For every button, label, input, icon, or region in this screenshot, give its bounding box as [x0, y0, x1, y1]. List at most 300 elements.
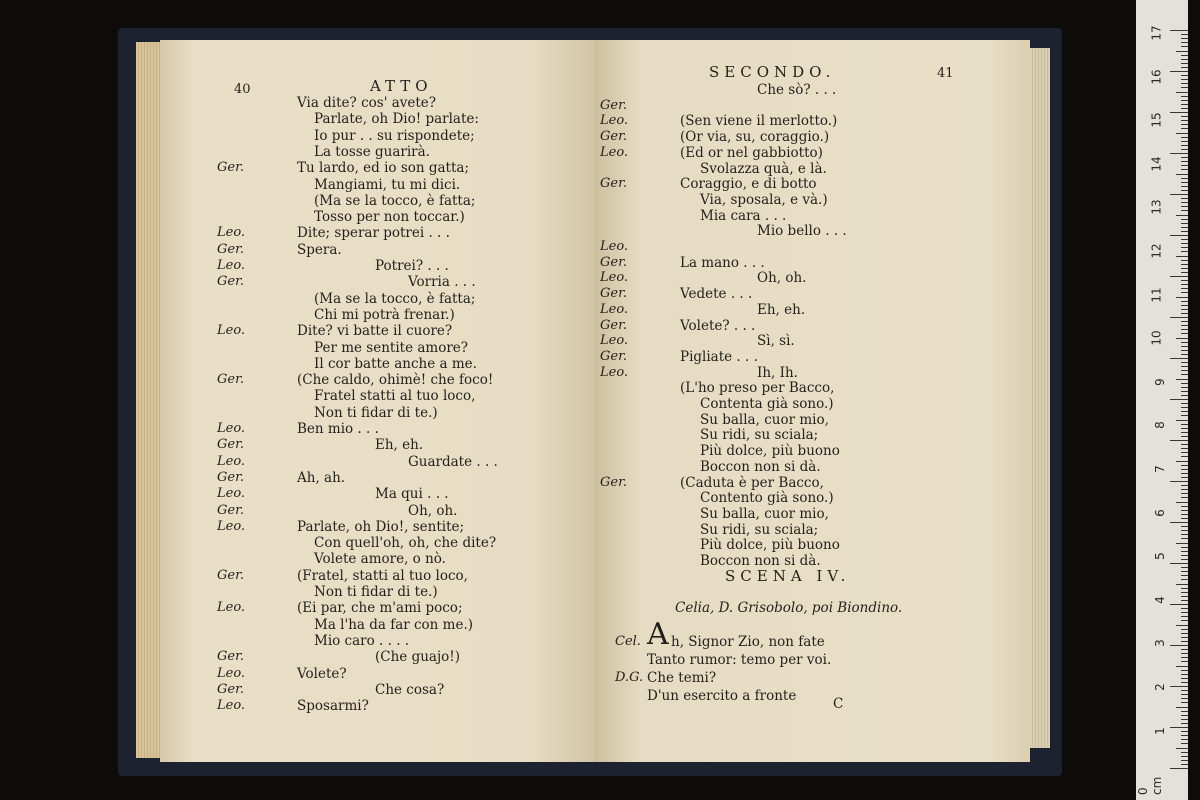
ruler-tick — [1181, 313, 1188, 314]
ruler-tick — [1181, 272, 1188, 273]
page-edges-right — [1030, 48, 1050, 748]
ruler-label: 2 — [1153, 683, 1168, 691]
speaker-label: Ger. — [217, 160, 244, 176]
speaker-label: Ger. — [217, 469, 244, 485]
scene-title: SCENA IV. — [725, 567, 851, 585]
ruler-tick — [1181, 711, 1188, 712]
ruler-tick — [1181, 723, 1188, 724]
ruler-tick — [1181, 165, 1188, 166]
ruler-tick — [1181, 682, 1188, 683]
verse-line: (Che guajo!) — [375, 649, 460, 666]
ruler-tick — [1181, 46, 1188, 47]
speaker-label: Leo. — [600, 144, 629, 160]
ruler-tick — [1181, 608, 1188, 609]
verse-line: (Ma se la tocco, è fatta; — [314, 192, 476, 209]
speaker-label: Leo. — [217, 323, 246, 339]
speaker-label: Ger. — [217, 649, 244, 665]
scene-characters: Celia, D. Grisobolo, poi Biondino. — [675, 600, 903, 616]
ruler-tick — [1181, 452, 1188, 453]
verse-line: Guardate . . . — [408, 453, 498, 470]
ruler-tick — [1181, 329, 1188, 330]
verse-line: Potrei? . . . — [375, 258, 449, 274]
ruler-tick — [1181, 202, 1188, 203]
verse-line: Sì, sì. — [757, 333, 795, 350]
verse-line: Boccon non si dà. — [700, 458, 821, 475]
speaker-label: D.G. — [615, 670, 644, 685]
verse-line: Volete amore, o nò. — [314, 551, 446, 568]
ruler-tick — [1181, 182, 1188, 183]
ruler-tick — [1181, 288, 1188, 289]
ruler-tick — [1181, 620, 1188, 621]
ruler-tick — [1181, 223, 1188, 224]
ruler-tick — [1181, 219, 1188, 220]
verse-line: Ah, ah. — [297, 469, 346, 486]
verse-line: Ma qui . . . — [375, 486, 449, 503]
verse-line: Più dolce, più buono — [700, 537, 840, 554]
ruler-tick — [1181, 661, 1188, 662]
ruler-tick — [1181, 120, 1188, 121]
ruler-tick — [1181, 559, 1188, 560]
ruler-tick — [1181, 436, 1188, 437]
verse-line: Per me sentite amore? — [314, 339, 469, 356]
ruler-tick — [1181, 34, 1188, 35]
ruler-label: 3 — [1153, 639, 1168, 648]
ruler-tick — [1176, 256, 1188, 257]
ruler-tick — [1176, 666, 1188, 667]
ruler-tick — [1176, 297, 1188, 298]
ruler-tick — [1181, 387, 1188, 388]
verse-line: Sposarmi? — [297, 698, 369, 715]
speaker-label: Leo. — [600, 113, 629, 129]
speaker-label: Ger. — [217, 372, 244, 388]
ruler-tick — [1181, 444, 1188, 445]
speaker-label: Ger. — [600, 176, 627, 192]
ruler-label: 17 — [1149, 25, 1164, 41]
dialogue-line: Tanto rumor: temo per voi. — [647, 652, 832, 668]
ruler-tick — [1181, 38, 1188, 39]
speaker-label: Ger. — [600, 129, 627, 145]
ruler-tick — [1170, 30, 1188, 31]
ruler-tick — [1170, 440, 1188, 441]
ruler-tick — [1181, 575, 1188, 576]
ruler-tick — [1181, 59, 1188, 60]
ruler-label: 7 — [1153, 465, 1168, 473]
ruler-tick — [1181, 169, 1188, 170]
ruler-tick — [1170, 399, 1188, 400]
speaker-label: Ger. — [600, 348, 627, 364]
verse-line: Con quell'oh, oh, che dite? — [314, 535, 497, 552]
ruler-tick — [1181, 346, 1188, 347]
verse-line: Mio bello . . . — [757, 223, 847, 240]
ruler-tick — [1181, 395, 1188, 396]
ruler-tick — [1181, 600, 1188, 601]
ruler-tick — [1176, 543, 1188, 544]
ruler-tick — [1176, 133, 1188, 134]
ruler-tick — [1181, 670, 1188, 671]
ruler-tick — [1181, 477, 1188, 478]
ruler-tick — [1176, 707, 1188, 708]
ruler-tick — [1181, 592, 1188, 593]
ruler-tick — [1181, 370, 1188, 371]
verse-line: Vorria . . . — [408, 274, 476, 291]
verse-line: (Fratel, statti al tuo loco, — [297, 567, 468, 584]
verse-line: La mano . . . — [680, 254, 765, 271]
ruler-tick — [1181, 251, 1188, 252]
ruler-tick — [1181, 350, 1188, 351]
ruler-label: 13 — [1149, 199, 1164, 216]
ruler-tick — [1181, 588, 1188, 589]
speaker-label: Ger. — [217, 241, 244, 257]
ruler-tick — [1170, 317, 1188, 318]
ruler-tick — [1181, 247, 1188, 248]
ruler-tick — [1181, 178, 1188, 179]
ruler-tick — [1181, 510, 1188, 511]
ruler-tick — [1181, 383, 1188, 384]
ruler-tick — [1181, 551, 1188, 552]
ruler-tick — [1181, 694, 1188, 695]
ruler-tick — [1181, 456, 1188, 457]
speaker-label: Leo. — [217, 665, 246, 681]
speaker-label: Leo. — [600, 239, 629, 254]
ruler-tick — [1181, 79, 1188, 80]
verse-line: (L'ho preso per Bacco, — [680, 380, 835, 397]
ruler-tick — [1181, 756, 1188, 757]
ruler-tick — [1181, 432, 1188, 433]
verse-line: Parlate, oh Dio!, sentite; — [297, 518, 465, 535]
right-page — [597, 40, 1030, 762]
verse-line: Boccon non si dà. — [700, 553, 821, 569]
speaker-label: Leo. — [600, 301, 629, 317]
verse-line: Mio caro . . . . — [314, 632, 410, 649]
ruler-label: 0 cm — [1136, 776, 1164, 796]
ruler-tick — [1181, 530, 1188, 531]
speaker-label: Leo. — [217, 698, 246, 714]
ruler-label: 10 — [1149, 330, 1164, 346]
ruler-tick — [1170, 604, 1188, 605]
ruler-tick — [1181, 100, 1188, 101]
ruler-tick — [1181, 161, 1188, 162]
ruler-tick — [1181, 186, 1188, 187]
dialogue-line: Che temi? — [647, 670, 717, 686]
ruler-tick — [1181, 760, 1188, 761]
verse-line: (Caduta è per Bacco, — [680, 474, 824, 491]
ruler-tick — [1181, 616, 1188, 617]
ruler-tick — [1181, 301, 1188, 302]
verse-line: Che cosa? — [375, 681, 445, 698]
ruler-tick — [1181, 292, 1188, 293]
speaker-label: Leo. — [217, 225, 246, 241]
running-header: ATTO — [370, 77, 433, 95]
ruler-tick — [1181, 284, 1188, 285]
speaker-label: Ger. — [600, 254, 627, 270]
ruler-tick — [1181, 403, 1188, 404]
ruler-tick — [1181, 735, 1188, 736]
page-number: 40 — [234, 82, 251, 97]
ruler-tick — [1181, 141, 1188, 142]
ruler-tick — [1181, 391, 1188, 392]
ruler-tick — [1181, 538, 1188, 539]
ruler-tick — [1170, 235, 1188, 236]
ruler-tick — [1181, 411, 1188, 412]
ruler-label: 14 — [1149, 156, 1164, 172]
ruler-tick — [1181, 305, 1188, 306]
ruler-tick — [1181, 469, 1188, 470]
verse-line: Più dolce, più buono — [700, 443, 840, 460]
ruler-tick — [1181, 83, 1188, 84]
ruler-tick — [1181, 424, 1188, 425]
speaker-label: Leo. — [217, 453, 246, 469]
ruler-tick — [1176, 338, 1188, 339]
verse-line: Contenta già sono.) — [700, 396, 834, 412]
ruler-tick — [1181, 137, 1188, 138]
verse-line: Via, sposala, e và.) — [700, 191, 828, 208]
ruler-tick — [1170, 481, 1188, 482]
verse-line: Su ridi, su sciala; — [700, 427, 819, 444]
ruler-tick — [1181, 67, 1188, 68]
verse-line: Eh, eh. — [757, 301, 806, 318]
ruler-tick — [1181, 547, 1188, 548]
verse-line: Ben mio . . . — [297, 421, 379, 437]
ruler-tick — [1181, 75, 1188, 76]
ruler-tick — [1181, 485, 1188, 486]
ruler-tick — [1170, 71, 1188, 72]
ruler-tick — [1181, 526, 1188, 527]
ruler-tick — [1181, 653, 1188, 654]
ruler-tick — [1181, 87, 1188, 88]
ruler-tick — [1181, 489, 1188, 490]
ruler-tick — [1176, 461, 1188, 462]
ruler-tick — [1176, 748, 1188, 749]
ruler-tick — [1181, 149, 1188, 150]
speaker-label: Ger. — [217, 567, 244, 583]
ruler-tick — [1181, 354, 1188, 355]
speaker-label: Leo. — [217, 518, 246, 534]
ruler-tick — [1181, 268, 1188, 269]
verse-line: (Ed or nel gabbiotto) — [680, 144, 823, 161]
ruler-tick — [1181, 739, 1188, 740]
ruler-tick — [1181, 342, 1188, 343]
verse-line: Il cor batte anche a me. — [314, 355, 477, 372]
speaker-label: Leo. — [600, 270, 629, 286]
ruler-tick — [1181, 629, 1188, 630]
ruler-label: 11 — [1149, 286, 1164, 303]
verse-line: Su ridi, su sciala; — [700, 521, 819, 538]
ruler-tick — [1181, 465, 1188, 466]
verse-line: (Ma se la tocco, è fatta; — [314, 290, 476, 307]
ruler-label: 8 — [1153, 421, 1168, 430]
verse-line: Mia cara . . . — [700, 207, 787, 224]
dialogue-line: D'un esercito a fronte — [647, 688, 797, 704]
ruler-tick — [1181, 567, 1188, 568]
verse-line: Contento già sono.) — [700, 490, 834, 507]
ruler-label: 15 — [1149, 112, 1164, 128]
verse-line: Dite? vi batte il cuore? — [297, 323, 453, 340]
speaker-label: Leo. — [600, 364, 629, 380]
verse-line: Eh, eh. — [375, 437, 424, 454]
verse-line: (Or via, su, coraggio.) — [680, 129, 830, 146]
ruler-tick — [1176, 92, 1188, 93]
speaker-label: Ger. — [600, 474, 627, 490]
verse-line: (Che caldo, ohimè! che foco! — [297, 372, 494, 389]
verse-line: Ih, Ih. — [757, 364, 798, 381]
ruler-tick — [1181, 649, 1188, 650]
verse-line: Volete? . . . — [680, 317, 756, 334]
speaker-label: Ger. — [217, 437, 244, 453]
ruler-tick — [1176, 420, 1188, 421]
verse-line: Oh, oh. — [408, 502, 458, 519]
verse-line: Volete? — [297, 665, 347, 682]
ruler-tick — [1181, 674, 1188, 675]
ruler-label: 6 — [1153, 508, 1168, 517]
ruler-tick — [1181, 702, 1188, 703]
ruler-tick — [1181, 678, 1188, 679]
speaker-label: Ger. — [600, 97, 627, 113]
ruler-tick — [1181, 506, 1188, 507]
verse-line: Fratel statti al tuo loco, — [314, 388, 476, 405]
ruler-label: 9 — [1153, 377, 1168, 386]
speaker-label: Leo. — [217, 421, 246, 436]
ruler-tick — [1181, 108, 1188, 109]
ruler-tick — [1176, 584, 1188, 585]
ruler-tick — [1181, 116, 1188, 117]
ruler-tick — [1181, 362, 1188, 363]
verse-line: Dite; sperar potrei . . . — [297, 225, 450, 242]
ruler-tick — [1176, 174, 1188, 175]
ruler-label: 4 — [1153, 595, 1168, 604]
ruler-tick — [1181, 596, 1188, 597]
verse-line: Coraggio, e di botto — [680, 176, 817, 193]
ruler-tick — [1181, 690, 1188, 691]
ruler-tick — [1181, 743, 1188, 744]
speaker-label: Leo. — [217, 486, 246, 502]
ruler-tick — [1176, 215, 1188, 216]
signature-mark: C — [833, 696, 844, 712]
ruler-tick — [1181, 280, 1188, 281]
ruler-tick — [1181, 448, 1188, 449]
ruler-tick — [1181, 715, 1188, 716]
ruler-tick — [1181, 190, 1188, 191]
ruler-tick — [1181, 428, 1188, 429]
ruler-tick — [1176, 379, 1188, 380]
ruler-tick — [1181, 42, 1188, 43]
ruler-tick — [1181, 210, 1188, 211]
verse-line: Tu lardo, ed io son gatta; — [297, 160, 469, 177]
speaker-label: Leo. — [600, 333, 629, 349]
ruler-tick — [1170, 686, 1188, 687]
ruler-tick — [1170, 153, 1188, 154]
ruler-tick — [1181, 325, 1188, 326]
ruler-tick — [1181, 637, 1188, 638]
ruler-tick — [1181, 96, 1188, 97]
ruler-label: 12 — [1149, 243, 1164, 259]
ruler-tick — [1181, 227, 1188, 228]
ruler-tick — [1181, 55, 1188, 56]
ruler-tick — [1181, 571, 1188, 572]
ruler-tick — [1181, 579, 1188, 580]
ruler-tick — [1181, 260, 1188, 261]
ruler-tick — [1181, 633, 1188, 634]
ruler-tick — [1181, 366, 1188, 367]
ruler-tick — [1181, 206, 1188, 207]
ruler-tick — [1181, 128, 1188, 129]
ruler-tick — [1170, 276, 1188, 277]
ruler-tick — [1181, 198, 1188, 199]
ruler-tick — [1181, 231, 1188, 232]
verse-line: Su balla, cuor mio, — [700, 505, 829, 522]
ruler-tick — [1181, 493, 1188, 494]
ruler-tick — [1170, 768, 1188, 769]
verse-line: Ma l'ha da far con me.) — [314, 616, 474, 633]
speaker-label: Ger. — [217, 681, 244, 697]
verse-line: Parlate, oh Dio! parlate: — [314, 111, 479, 128]
ruler-tick — [1181, 473, 1188, 474]
verse-line: La tosse guarirà. — [314, 143, 430, 160]
speaker-label: Ger. — [600, 286, 627, 302]
verse-line: Vedete . . . — [680, 286, 753, 303]
ruler-tick — [1181, 124, 1188, 125]
verse-line: Tosso per non toccar.) — [314, 209, 465, 226]
running-header: SECONDO. — [709, 63, 836, 81]
page-edges-left — [136, 42, 162, 758]
ruler-tick — [1181, 415, 1188, 416]
ruler-tick — [1181, 333, 1188, 334]
speaker-label: Ger. — [217, 502, 244, 518]
ruler-tick — [1181, 63, 1188, 64]
ruler-tick — [1181, 104, 1188, 105]
ruler-tick — [1181, 555, 1188, 556]
ruler-tick — [1170, 563, 1188, 564]
verse-line: Non ti fidar di te.) — [314, 584, 438, 600]
ruler-label: 1 — [1153, 726, 1168, 735]
ruler-tick — [1170, 112, 1188, 113]
verse-line: Chi mi potrà frenar.) — [314, 306, 455, 323]
speaker-label: Ger. — [217, 274, 244, 290]
ruler-tick — [1170, 194, 1188, 195]
ruler-tick — [1181, 534, 1188, 535]
drop-cap: A — [647, 617, 669, 652]
ruler-label: 16 — [1149, 68, 1164, 85]
ruler-tick — [1176, 625, 1188, 626]
ruler-tick — [1181, 641, 1188, 642]
ruler-tick — [1181, 309, 1188, 310]
ruler-tick — [1181, 752, 1188, 753]
verse-line: Che sò? . . . — [757, 82, 837, 98]
verse-line: Pigliate . . . — [680, 348, 758, 365]
ruler-tick — [1181, 657, 1188, 658]
left-page — [160, 40, 597, 762]
ruler-tick — [1181, 518, 1188, 519]
ruler-tick — [1181, 698, 1188, 699]
verse-line: (Ei par, che m'ami poco; — [297, 600, 463, 617]
measuring-ruler — [1136, 0, 1188, 800]
ruler-tick — [1176, 502, 1188, 503]
speaker-label: Ger. — [600, 317, 627, 333]
page-number: 41 — [937, 66, 954, 81]
verse-line: Io pur . . su rispondete; — [314, 127, 475, 144]
ruler-tick — [1181, 407, 1188, 408]
ruler-tick — [1181, 243, 1188, 244]
ruler-tick — [1181, 239, 1188, 240]
ruler-tick — [1181, 264, 1188, 265]
ruler-tick — [1170, 522, 1188, 523]
dialogue-line: h, Signor Zio, non fate — [671, 634, 825, 650]
ruler-tick — [1181, 612, 1188, 613]
ruler-tick — [1181, 514, 1188, 515]
ruler-tick — [1181, 764, 1188, 765]
ruler-label: 5 — [1153, 552, 1168, 561]
verse-line: Spera. — [297, 241, 342, 258]
ruler-tick — [1181, 321, 1188, 322]
